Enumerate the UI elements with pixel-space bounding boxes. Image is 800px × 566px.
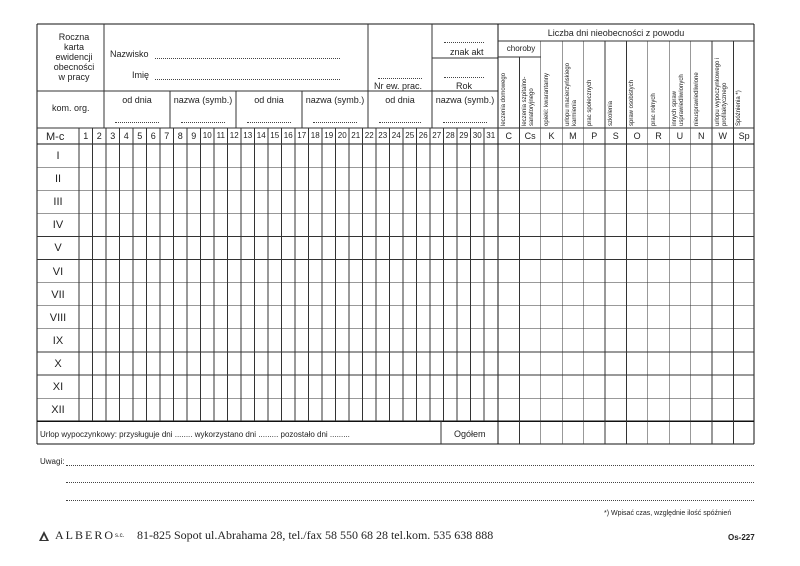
znak-akt-label: znak akt [450, 47, 484, 57]
absence-code: P [591, 131, 598, 141]
ogolem-label: Ogółem [454, 429, 486, 439]
day-number: 25 [405, 131, 415, 140]
month-label: XI [52, 381, 64, 393]
absence-description: leczenia szpitalno- sanatoryjnego [522, 76, 536, 126]
day-number: 12 [229, 131, 239, 140]
absence-code: Sp [738, 131, 750, 141]
month-label: I [56, 150, 60, 162]
nazwa-label-3: nazwa (symb.) [435, 95, 495, 105]
day-number: 9 [191, 131, 197, 141]
nazwa-field[interactable] [181, 122, 225, 123]
absence-description: prac rolnych [650, 93, 657, 126]
absence-description: prac społecznych [586, 79, 593, 126]
absence-code: S [612, 131, 619, 141]
nazwisko-label: Nazwisko [110, 49, 149, 59]
month-label: XII [51, 404, 65, 417]
day-number: 23 [378, 131, 388, 140]
day-number: 19 [324, 131, 334, 140]
uwagi-line[interactable] [66, 500, 754, 501]
day-number: 11 [216, 131, 225, 140]
card-title-line: obecności [53, 62, 95, 72]
absence-code: O [633, 131, 641, 141]
absence-code: K [548, 131, 555, 141]
day-number: 6 [150, 131, 156, 141]
day-number: 17 [297, 131, 307, 140]
absence-code: U [676, 131, 684, 141]
nazwa-field[interactable] [313, 122, 357, 123]
day-number: 4 [123, 131, 129, 141]
od-dnia-field[interactable] [379, 122, 421, 123]
day-number: 20 [337, 131, 347, 140]
day-number: 7 [164, 131, 170, 141]
absence-description: spraw osobistych [629, 79, 636, 126]
brand-suffix: s.c. [115, 533, 125, 539]
choroby-label: choroby [506, 44, 536, 53]
month-column-label: M-c [46, 131, 65, 143]
absence-description: urlopu wypoczynkowego i profilaktycznego [715, 57, 728, 126]
znak-akt-field[interactable] [444, 42, 484, 43]
day-number: 16 [283, 131, 293, 140]
rok-field[interactable] [444, 77, 484, 78]
albero-logo-icon [38, 530, 50, 542]
month-label: V [54, 242, 62, 255]
kom-org-label: kom. org. [52, 103, 90, 113]
month-label: IV [52, 219, 64, 232]
urlop-summary: Urlop wypoczynkowy: przysługuje dni ........ wykorzystano dni ......... pozostało dni ......... [40, 430, 350, 439]
nazwa-field[interactable] [443, 122, 487, 123]
absence-code: Cs [524, 131, 536, 141]
day-number: 27 [432, 131, 442, 140]
company-address: 81-825 Sopot ul.Abrahama 28, tel./fax 58 550 68 28 tel.kom. 535 638 888 [137, 528, 494, 542]
footnote: *) Wpisać czas, względnie ilość spóźnień [604, 510, 732, 517]
day-number: 13 [243, 131, 253, 140]
day-number: 3 [110, 131, 116, 141]
card-title-line: karta [63, 42, 84, 52]
day-number: 18 [310, 131, 320, 140]
day-number: 30 [472, 131, 482, 140]
od-dnia-label-2: od dnia [254, 95, 284, 105]
nr-ew-field[interactable] [378, 78, 422, 79]
absence-title: Liczba dni nieobecności z powodu [547, 28, 685, 38]
day-number: 22 [364, 131, 374, 140]
nazwa-label-1: nazwa (symb.) [173, 95, 233, 105]
month-label: VI [52, 265, 64, 278]
card-title-line: w pracy [58, 72, 90, 82]
card-title-line: ewidencji [55, 52, 93, 62]
absence-description: szkolenia [608, 100, 614, 126]
absence-code: R [655, 131, 662, 141]
month-label: IX [52, 334, 64, 347]
od-dnia-label-3: od dnia [385, 95, 415, 105]
od-dnia-label-1: od dnia [122, 95, 152, 105]
imie-label: Imię [132, 70, 150, 80]
card-title-line: Roczna [58, 32, 90, 42]
rok-label: Rok [456, 81, 473, 91]
imie-field[interactable] [155, 79, 340, 80]
day-number: 21 [351, 131, 361, 140]
day-number: 5 [137, 131, 143, 141]
day-number: 15 [270, 131, 280, 140]
day-number: 1 [83, 131, 89, 141]
day-number: 31 [486, 131, 496, 140]
month-label: X [54, 357, 62, 370]
od-dnia-field[interactable] [115, 122, 159, 123]
nazwisko-field[interactable] [155, 58, 340, 59]
month-label: II [54, 173, 62, 186]
absence-code: M [569, 131, 577, 141]
absence-description: leczenia domowego [501, 72, 507, 126]
absence-code: C [505, 131, 512, 141]
absence-description: Spóźnienia *) [736, 90, 743, 126]
absence-description: urlopu macierzyńskiego karmienia [565, 62, 579, 126]
absence-code: N [698, 131, 705, 141]
absence-description: nieusprawiedliwione [693, 72, 700, 126]
month-label: VII [51, 288, 65, 301]
absence-description: innych spraw usprawiedliwionych [672, 74, 686, 126]
uwagi-label: Uwagi: [40, 457, 65, 466]
day-number: 29 [459, 131, 469, 140]
day-number: 24 [391, 131, 401, 140]
day-number: 26 [418, 131, 428, 140]
nazwa-label-2: nazwa (symb.) [305, 95, 365, 105]
form-code: Os-227 [728, 533, 755, 542]
day-number: 2 [96, 131, 102, 141]
uwagi-line[interactable] [66, 465, 754, 466]
absence-description: opieki: kwarantanny [543, 72, 550, 126]
brand-name: ALBERO [55, 528, 115, 542]
absence-code: W [718, 131, 727, 141]
day-number: 8 [177, 131, 183, 141]
month-label: VIII [49, 311, 67, 324]
day-number: 28 [445, 131, 455, 140]
day-number: 10 [202, 131, 212, 140]
month-label: III [53, 196, 63, 209]
od-dnia-field[interactable] [247, 122, 291, 123]
day-number: 14 [256, 131, 266, 140]
uwagi-line[interactable] [66, 482, 754, 483]
nr-ew-label: Nr ew. prac. [374, 81, 423, 91]
